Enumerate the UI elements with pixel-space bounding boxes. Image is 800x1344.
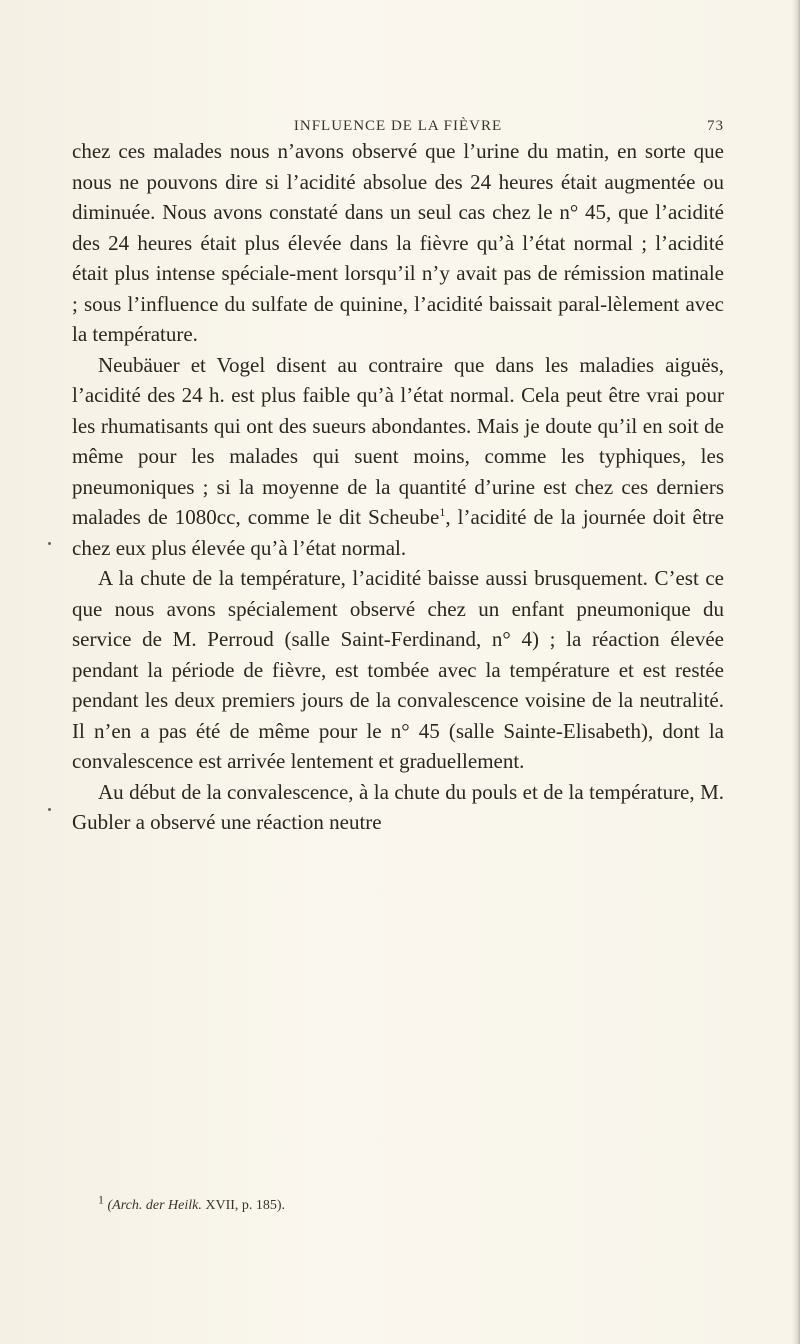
footnote-citation: (Arch. der Heilk. bbox=[107, 1198, 202, 1213]
footnote bbox=[98, 1192, 718, 1214]
footnote-mark: 1 bbox=[98, 1192, 104, 1207]
running-head-title: INFLUENCE DE LA FIÈVRE bbox=[293, 118, 503, 134]
page-edge-shadow bbox=[792, 0, 800, 1344]
paragraph-text: , l’acidité de la journée doit être chez eux plus élevée qu’à l’état normal. bbox=[72, 505, 724, 560]
paragraph bbox=[72, 350, 724, 564]
paragraph: chez ces malades nous n’avons observé que l’urine du matin, en sorte que nous ne pouvons dire si l’acidité absolue des 24 heures était augmentée ou diminuée. Nous avons constaté dans un seul cas chez le n° 45, que l’acidité des 24 heures était plus élevée dans la fièvre qu’à l’état normal ; l’acidité était plus intense spéciale-ment lorsqu’il n’y avait pas de rémission matinale ; sous l’influence du sulfate de quinine, l’acidité baissait paral-lèlement avec la température. bbox=[72, 139, 724, 346]
page-number: 73 bbox=[707, 118, 724, 134]
paper-speck bbox=[48, 542, 51, 545]
paragraph: Au début de la convalescence, à la chute du pouls et de la température, M. Gubler a observé une réaction neutre bbox=[72, 779, 724, 834]
paragraph: A la chute de la température, l’acidité baisse aussi brusquement. C’est ce que nous avons spécialement observé chez un enfant pneumonique du service de M. Perroud (salle Saint-Ferdinand, n° 4) ; la réaction élevée pendant la période de fièvre, est tombée avec la température et est restée pendant les deux premiers jours de la convalescence voisine de la neutralité. Il n’en a pas été de même pour le n° 45 (salle Sainte-Elisabeth), dont la convalescence est arrivée lentement et graduellement. bbox=[72, 566, 724, 773]
footnote-reference: 1 bbox=[439, 505, 446, 519]
paper-speck bbox=[48, 808, 51, 811]
body-text bbox=[72, 136, 724, 838]
paragraph-text: Neubäuer et Vogel disent au contraire que dans les maladies aiguës, l’acidité des 24 h. est plus faible qu’à l’état normal. Cela peut être vrai pour les rhumatisants qui ont des sueurs abondantes. Mais je doute qu’il en soit de même pour les malades qui suent moins, comme les typhiques, les pneumoniques ; si la moyenne de la quantité d’urine est chez ces derniers malades de 1080cc, comme le dit Scheube bbox=[72, 352, 724, 529]
footnote-text: XVII, p. 185). bbox=[201, 1198, 286, 1213]
